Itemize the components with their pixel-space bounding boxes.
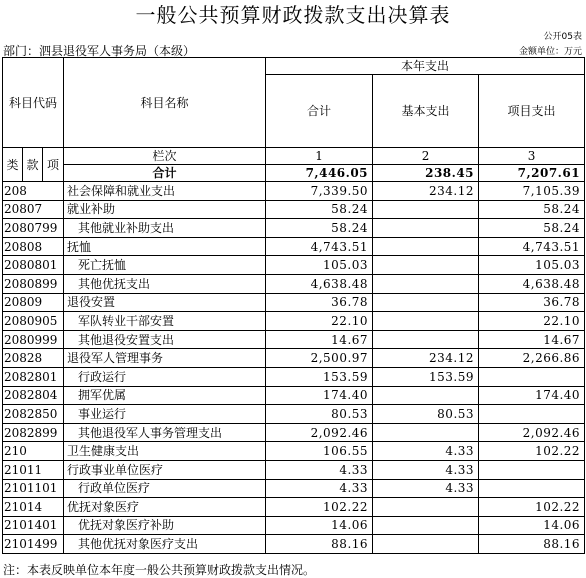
row-name: 行政单位医疗	[64, 479, 266, 498]
row-project: 58.24	[479, 200, 585, 219]
header-col2: 2	[373, 148, 479, 165]
row-total: 14.67	[266, 330, 373, 349]
row-name: 就业补助	[64, 200, 266, 219]
row-code: 2080905	[3, 312, 64, 331]
row-project: 105.03	[479, 256, 585, 275]
row-name: 其他退役安置支出	[64, 330, 266, 349]
table-row	[3, 330, 585, 349]
row-total: 58.24	[266, 219, 373, 238]
header-col3: 3	[479, 148, 585, 165]
row-project: 14.06	[479, 516, 585, 535]
row-project: 36.78	[479, 293, 585, 312]
row-basic	[373, 200, 479, 219]
row-total: 102.22	[266, 498, 373, 517]
row-project: 14.67	[479, 330, 585, 349]
row-total: 22.10	[266, 312, 373, 331]
total-label: 合计	[64, 165, 266, 182]
row-code: 2082850	[3, 405, 64, 424]
row-name: 事业运行	[64, 405, 266, 424]
row-name: 其他优抚支出	[64, 274, 266, 293]
table-row	[3, 516, 585, 535]
row-name: 军队转业干部安置	[64, 312, 266, 331]
table-row	[3, 367, 585, 386]
row-code: 21014	[3, 498, 64, 517]
header-name: 科目名称	[64, 58, 266, 148]
row-total: 14.06	[266, 516, 373, 535]
row-project: 4,638.48	[479, 274, 585, 293]
row-basic	[373, 256, 479, 275]
table-row	[3, 405, 585, 424]
footnote: 注：本表反映单位本年度一般公共预算财政拨款支出情况。	[3, 563, 316, 577]
row-basic	[373, 293, 479, 312]
department-label: 部门：泗县退役军人事务局（本级）	[3, 44, 196, 58]
row-basic: 80.53	[373, 405, 479, 424]
table-row	[3, 460, 585, 479]
row-basic	[373, 219, 479, 238]
row-basic	[373, 386, 479, 405]
row-code: 208	[3, 182, 64, 201]
table-row	[3, 200, 585, 219]
table-row	[3, 312, 585, 331]
row-basic	[373, 274, 479, 293]
row-basic	[373, 330, 479, 349]
row-project: 174.40	[479, 386, 585, 405]
row-total: 4,638.48	[266, 274, 373, 293]
row-basic: 234.12	[373, 182, 479, 201]
row-project	[479, 405, 585, 424]
row-code: 2101499	[3, 535, 64, 554]
form-code: 公开05表	[543, 32, 582, 42]
table-row	[3, 479, 585, 498]
row-project: 22.10	[479, 312, 585, 331]
row-basic	[373, 423, 479, 442]
table-row	[3, 386, 585, 405]
row-project	[479, 479, 585, 498]
row-basic	[373, 237, 479, 256]
row-code: 2080799	[3, 219, 64, 238]
table-row	[3, 237, 585, 256]
row-code: 2080899	[3, 274, 64, 293]
row-code: 20828	[3, 349, 64, 368]
row-name: 优抚对象医疗补助	[64, 516, 266, 535]
row-project: 102.22	[479, 498, 585, 517]
row-basic: 4.33	[373, 442, 479, 461]
table-row	[3, 182, 585, 201]
row-project: 4,743.51	[479, 237, 585, 256]
row-name: 行政运行	[64, 367, 266, 386]
total-sum: 7,446.05	[266, 165, 373, 182]
row-basic: 234.12	[373, 349, 479, 368]
row-basic: 4.33	[373, 479, 479, 498]
row-code: 210	[3, 442, 64, 461]
table-row	[3, 498, 585, 517]
table-row	[3, 535, 585, 554]
row-name: 卫生健康支出	[64, 442, 266, 461]
row-name: 行政事业单位医疗	[64, 460, 266, 479]
header-code: 科目代码	[3, 58, 64, 148]
row-code: 21011	[3, 460, 64, 479]
row-total: 36.78	[266, 293, 373, 312]
row-total: 88.16	[266, 535, 373, 554]
row-code: 2080801	[3, 256, 64, 275]
row-code: 2080999	[3, 330, 64, 349]
row-code: 2082899	[3, 423, 64, 442]
table-row	[3, 219, 585, 238]
header-group: 本年支出	[266, 58, 585, 75]
page-title: 一般公共预算财政拨款支出决算表	[135, 3, 451, 27]
row-basic	[373, 498, 479, 517]
header-col1: 1	[266, 148, 373, 165]
row-total: 2,500.97	[266, 349, 373, 368]
row-name: 其他退役军人事务管理支出	[64, 423, 266, 442]
row-project: 2,092.46	[479, 423, 585, 442]
row-total: 105.03	[266, 256, 373, 275]
row-name: 抚恤	[64, 237, 266, 256]
total-row	[3, 165, 585, 182]
row-total: 153.59	[266, 367, 373, 386]
header-lei: 类	[3, 148, 23, 182]
row-name: 其他就业补助支出	[64, 219, 266, 238]
row-total: 2,092.46	[266, 423, 373, 442]
row-code: 2082801	[3, 367, 64, 386]
row-name: 拥军优属	[64, 386, 266, 405]
row-project: 102.22	[479, 442, 585, 461]
row-total: 4.33	[266, 479, 373, 498]
row-basic	[373, 516, 479, 535]
table-row	[3, 423, 585, 442]
row-name: 退役军人管理事务	[64, 349, 266, 368]
row-total: 106.55	[266, 442, 373, 461]
table-row	[3, 274, 585, 293]
row-name: 优抚对象医疗	[64, 498, 266, 517]
row-project: 7,105.39	[479, 182, 585, 201]
header-column-index: 栏次	[64, 148, 266, 165]
row-total: 58.24	[266, 200, 373, 219]
row-code: 2101101	[3, 479, 64, 498]
row-total: 174.40	[266, 386, 373, 405]
header-basic: 基本支出	[373, 75, 479, 148]
row-name: 死亡抚恤	[64, 256, 266, 275]
row-code: 2101401	[3, 516, 64, 535]
unit-label: 金额单位：万元	[518, 47, 582, 57]
row-basic: 153.59	[373, 367, 479, 386]
table-row	[3, 442, 585, 461]
table-row	[3, 293, 585, 312]
table-row	[3, 256, 585, 275]
row-project: 58.24	[479, 219, 585, 238]
header-xiang: 项	[43, 148, 64, 182]
expenditure-table	[2, 57, 585, 554]
row-project	[479, 367, 585, 386]
row-name: 其他优抚对象医疗支出	[64, 535, 266, 554]
row-code: 20808	[3, 237, 64, 256]
row-name: 退役安置	[64, 293, 266, 312]
row-project: 88.16	[479, 535, 585, 554]
row-project: 2,266.86	[479, 349, 585, 368]
row-total: 4.33	[266, 460, 373, 479]
row-total: 4,743.51	[266, 237, 373, 256]
row-basic	[373, 535, 479, 554]
row-total: 80.53	[266, 405, 373, 424]
row-project	[479, 460, 585, 479]
row-code: 2082804	[3, 386, 64, 405]
total-project: 7,207.61	[479, 165, 585, 182]
total-basic: 238.45	[373, 165, 479, 182]
row-code: 20807	[3, 200, 64, 219]
row-code: 20809	[3, 293, 64, 312]
header-kuan: 款	[23, 148, 43, 182]
table-row	[3, 349, 585, 368]
header-project: 项目支出	[479, 75, 585, 148]
row-basic	[373, 312, 479, 331]
row-name: 社会保障和就业支出	[64, 182, 266, 201]
row-basic: 4.33	[373, 460, 479, 479]
header-total: 合计	[266, 75, 373, 148]
row-total: 7,339.50	[266, 182, 373, 201]
